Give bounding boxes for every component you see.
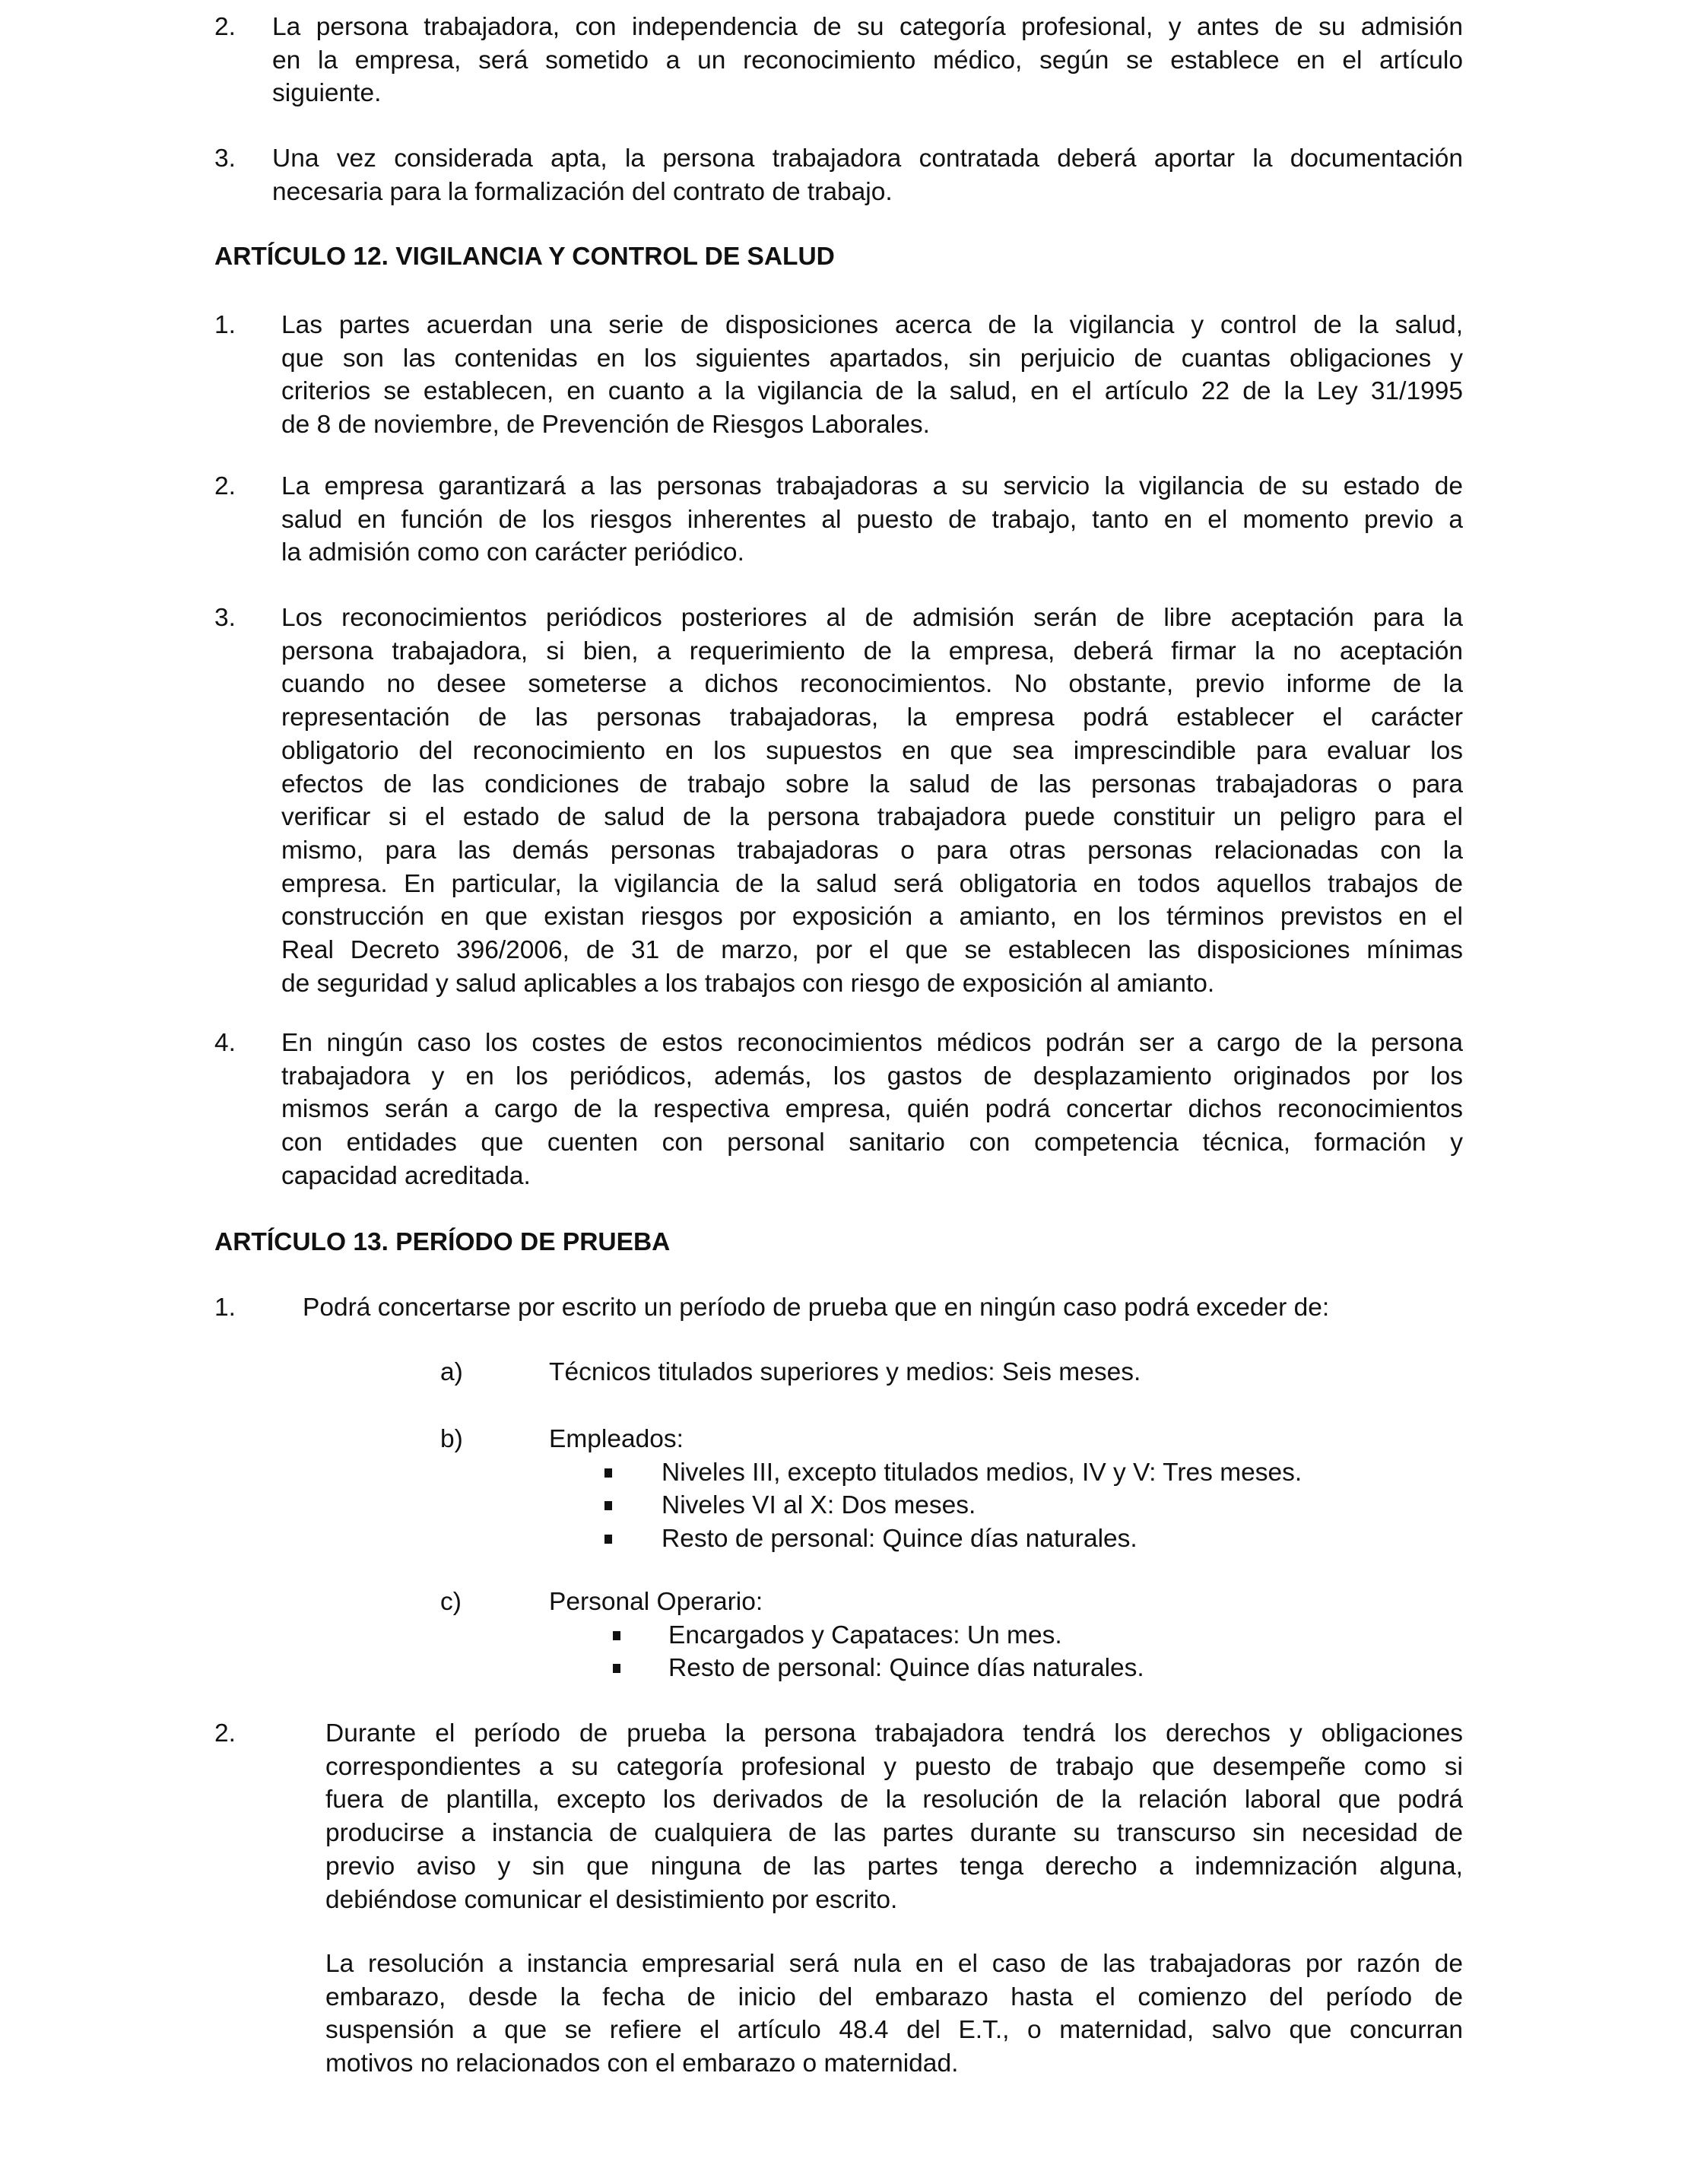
- paragraph-line: Podrá concertarse por escrito un período de prueba que en ningún caso podrá exceder de:: [303, 1294, 1330, 1322]
- list-number: 3.: [214, 144, 236, 173]
- bullet-icon: [613, 1631, 620, 1640]
- paragraph-line: mismos serán a cargo de la respectiva empresa, quién podrá concertar dichos reconocimientos: [281, 1095, 1463, 1124]
- paragraph-line: siguiente.: [272, 79, 382, 108]
- paragraph-line: Durante el período de prueba la persona trabajadora tendrá los derechos y obligaciones: [325, 1719, 1463, 1748]
- list-number: b): [440, 1425, 463, 1453]
- paragraph-line: de seguridad y salud aplicables a los trabajos con riesgo de exposición al amianto.: [281, 969, 1215, 998]
- paragraph-line: En ningún caso los costes de estos reconocimientos médicos podrán ser a cargo de la persona: [281, 1029, 1463, 1057]
- paragraph-line: La persona trabajadora, con independencia de su categoría profesional, y antes de su admisión: [272, 13, 1463, 41]
- paragraph-line: suspensión a que se refiere el artículo 48.4 del E.T., o maternidad, salvo que concurran: [325, 2016, 1463, 2045]
- list-number: 1.: [214, 311, 236, 339]
- paragraph-line: construcción en que existan riesgos por exposición a amianto, en los términos previstos en el: [281, 903, 1463, 932]
- paragraph-line: salud en función de los riesgos inherentes al puesto de trabajo, tanto en el momento previo a: [281, 505, 1463, 534]
- paragraph-line: correspondientes a su categoría profesional y puesto de trabajo que desempeñe como si: [325, 1752, 1463, 1781]
- paragraph-line: La empresa garantizará a las personas trabajadoras a su servicio la vigilancia de su estado de: [281, 472, 1463, 500]
- list-number: 1.: [214, 1294, 236, 1322]
- bullet-icon: [604, 1535, 612, 1544]
- article-heading: ARTÍCULO 13. PERÍODO DE PRUEBA: [214, 1228, 671, 1256]
- list-number: 2.: [214, 472, 236, 500]
- paragraph-line: motivos no relacionados con el embarazo o maternidad.: [325, 2049, 959, 2078]
- paragraph-line: representación de las personas trabajadoras, la empresa podrá establecer el carácter: [281, 703, 1463, 732]
- paragraph-line: trabajadora y en los periódicos, además, los gastos de desplazamiento originados por los: [281, 1062, 1463, 1090]
- list-number: c): [440, 1588, 462, 1616]
- paragraph-line: debiéndose comunicar el desistimiento por escrito.: [325, 1885, 898, 1914]
- paragraph-line: fuera de plantilla, excepto los derivados de la resolución de la relación laboral que podrá: [325, 1786, 1463, 1814]
- paragraph-line: Técnicos titulados superiores y medios: Seis meses.: [549, 1358, 1141, 1386]
- list-number: 2.: [214, 1719, 236, 1748]
- paragraph-line: en la empresa, será sometido a un reconocimiento médico, según se establece en el artículo: [272, 46, 1463, 75]
- list-number: a): [440, 1358, 463, 1386]
- paragraph-line: persona trabajadora, si bien, a requerimiento de la empresa, deberá firmar la no aceptación: [281, 636, 1463, 665]
- paragraph-line: Real Decreto 396/2006, de 31 de marzo, por el que se establecen las disposiciones mínimas: [281, 936, 1463, 964]
- paragraph-line: capacidad acreditada.: [281, 1161, 531, 1190]
- paragraph-line: criterios se establecen, en cuanto a la vigilancia de la salud, en el artículo 22 de la Ley 31/1995: [281, 377, 1463, 406]
- paragraph-line: necesaria para la formalización del contrato de trabajo.: [272, 177, 893, 206]
- paragraph-line: empresa. En particular, la vigilancia de la salud será obligatoria en todos aquellos trabajos de: [281, 869, 1463, 898]
- paragraph-line: mismo, para las demás personas trabajadoras o para otras personas relacionadas con la: [281, 836, 1463, 865]
- paragraph-line: previo aviso y sin que ninguna de las partes tenga derecho a indemnización alguna,: [325, 1852, 1463, 1881]
- bullet-item: Resto de personal: Quince días naturales.: [662, 1525, 1137, 1554]
- paragraph-line: obligatorio del reconocimiento en los supuestos en que sea imprescindible para evaluar los: [281, 736, 1463, 765]
- bullet-icon: [613, 1664, 620, 1673]
- paragraph-line: cuando no desee someterse a dichos reconocimientos. No obstante, previo informe de la: [281, 670, 1463, 699]
- paragraph-line: que son las contenidas en los siguientes apartados, sin perjuicio de cuantas obligaciones y: [281, 344, 1463, 373]
- paragraph-line: verificar si el estado de salud de la persona trabajadora puede constituir un peligro para el: [281, 803, 1463, 832]
- paragraph-line: embarazo, desde la fecha de inicio del embarazo hasta el comienzo del período de: [325, 1982, 1463, 2011]
- paragraph-line: de 8 de noviembre, de Prevención de Riesgos Laborales.: [281, 411, 930, 440]
- bullet-item: Niveles III, excepto titulados medios, IV y V: Tres meses.: [662, 1458, 1302, 1487]
- list-number: 4.: [214, 1029, 236, 1057]
- bullet-item: Resto de personal: Quince días naturales.: [668, 1654, 1144, 1683]
- paragraph-line: Personal Operario:: [549, 1588, 763, 1616]
- bullet-icon: [604, 1468, 612, 1478]
- paragraph-line: producirse a instancia de cualquiera de las partes durante su transcurso sin necesidad de: [325, 1819, 1463, 1848]
- paragraph-line: Las partes acuerdan una serie de disposiciones acerca de la vigilancia y control de la salud,: [281, 311, 1463, 339]
- paragraph-line: efectos de las condiciones de trabajo sobre la salud de las personas trabajadoras o para: [281, 770, 1463, 798]
- bullet-icon: [604, 1501, 612, 1510]
- paragraph-line: Una vez considerada apta, la persona trabajadora contratada deberá aportar la documentación: [272, 144, 1463, 173]
- list-number: 2.: [214, 13, 236, 41]
- article-heading: ARTÍCULO 12. VIGILANCIA Y CONTROL DE SALUD: [214, 243, 835, 271]
- paragraph-line: Los reconocimientos periódicos posteriores al de admisión serán de libre aceptación para la: [281, 604, 1463, 632]
- bullet-item: Niveles VI al X: Dos meses.: [662, 1491, 976, 1520]
- paragraph-line: la admisión como con carácter periódico.: [281, 538, 744, 567]
- paragraph-line: Empleados:: [549, 1425, 684, 1453]
- list-number: 3.: [214, 604, 236, 632]
- bullet-item: Encargados y Capataces: Un mes.: [668, 1621, 1062, 1649]
- paragraph-line: con entidades que cuenten con personal sanitario con competencia técnica, formación y: [281, 1129, 1463, 1157]
- paragraph-line: La resolución a instancia empresarial será nula en el caso de las trabajadoras por razón de: [325, 1950, 1463, 1978]
